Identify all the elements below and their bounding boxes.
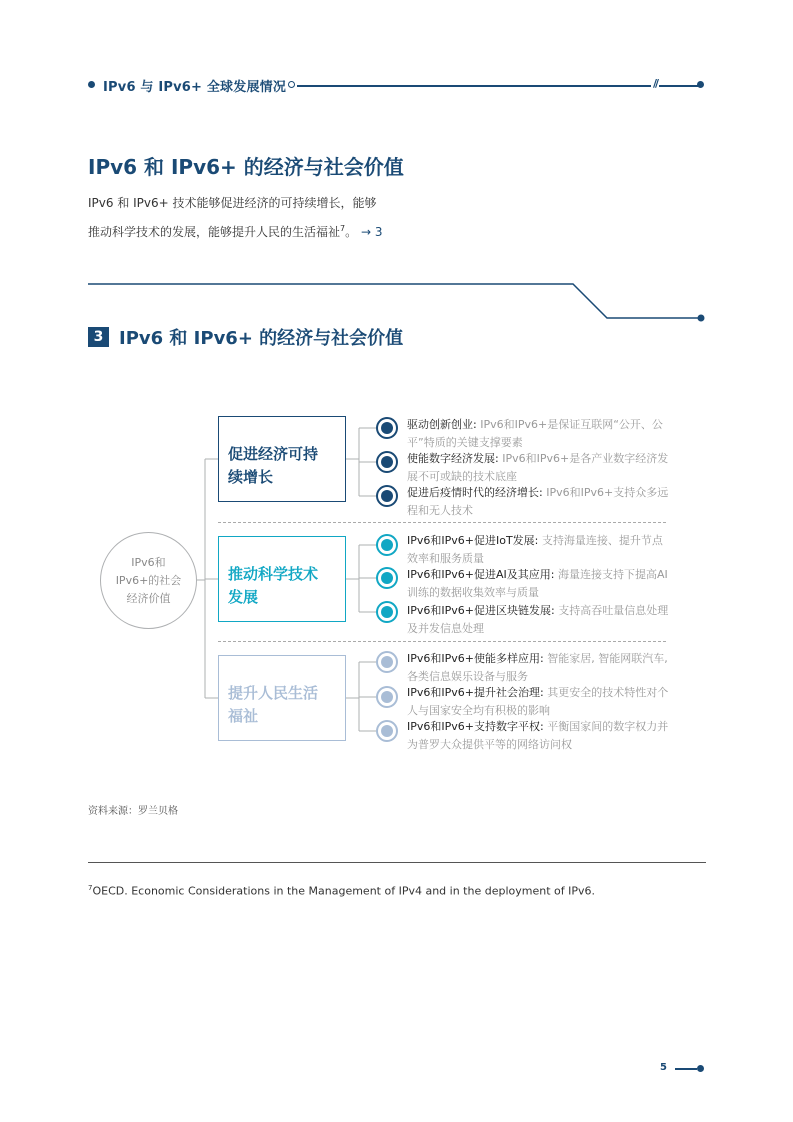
- bullet-node-icon: [376, 601, 398, 623]
- footnote-text: OECD. Economic Considerations in the Management of IPv4 and in the deployment of IPv6.: [92, 884, 595, 898]
- header-dot: [88, 81, 95, 88]
- list-item: [407, 566, 669, 602]
- center-node: [100, 532, 197, 629]
- bullet-node-icon: [376, 686, 398, 708]
- list-item: [407, 684, 669, 720]
- bullet-node-icon: [376, 534, 398, 556]
- page-number: 5: [660, 1062, 667, 1073]
- header-title: IPv6 与 IPv6+ 全球发展情况: [103, 80, 287, 95]
- list-item: [407, 484, 669, 520]
- item-desc: 海量连接支持下提高AI训练的数据收集效率与质量: [407, 568, 668, 599]
- category-label: 提升人民生活 福祉: [228, 684, 319, 725]
- bullet-node-icon: [376, 651, 398, 673]
- section-title: IPv6 和 IPv6+ 的经济与社会价值: [88, 155, 404, 179]
- item-desc: 平衡国家间的数字权力并为普罗大众提供平等的网络访问权: [407, 720, 669, 751]
- intro-paragraph: [88, 190, 388, 245]
- item-head: IPv6和IPv6+促进IoT发展:: [407, 534, 539, 547]
- list-item: [407, 718, 669, 754]
- item-head: 驱动创新创业:: [407, 418, 477, 431]
- header-end-dot: [697, 81, 704, 88]
- item-desc: IPv6和IPv6+是各产业数字经济发展不可或缺的技术底座: [407, 452, 669, 483]
- category-label: 促进经济可持 续增长: [228, 445, 319, 486]
- list-item: [407, 532, 669, 568]
- bullet-node-icon: [376, 417, 398, 439]
- category-label: 推动科学技术 发展: [228, 565, 319, 606]
- intro-text: IPv6 和 IPv6+ 技术能够促进经济的可持续增长，能够推动科学技术的发展，能够提升人民的生活福祉: [88, 196, 377, 239]
- figure-reference-link[interactable]: → 3: [360, 225, 383, 239]
- footnote-marker: 7: [88, 884, 93, 892]
- intro-footnote-marker: 7: [340, 224, 346, 233]
- bullet-node-icon: [376, 720, 398, 742]
- item-desc: IPv6和IPv6+是保证互联网“公开、公平”特质的关键支撑要素: [407, 418, 663, 449]
- item-head: 促进后疫情时代的经济增长:: [407, 486, 543, 499]
- header-ring-icon: [288, 81, 295, 88]
- figure-title: IPv6 和 IPv6+ 的经济与社会价值: [119, 328, 404, 349]
- footnote: [88, 884, 595, 898]
- item-desc: 支持高吞吐量信息处理及并发信息处理: [407, 604, 669, 635]
- group-separator: [218, 641, 666, 642]
- item-desc: 支持海量连接、提升节点效率和服务质量: [407, 534, 663, 565]
- item-head: IPv6和IPv6+提升社会治理:: [407, 686, 544, 699]
- list-item: [407, 450, 669, 486]
- category-box-science-tech: [218, 536, 346, 622]
- list-item: [407, 416, 669, 452]
- category-box-wellbeing: [218, 655, 346, 741]
- group-separator: [218, 522, 666, 523]
- item-head: IPv6和IPv6+促进区块链发展:: [407, 604, 555, 617]
- item-head: IPv6和IPv6+促进AI及其应用:: [407, 568, 555, 581]
- header-rule: [297, 85, 699, 87]
- figure-source: 资料来源：罗兰贝格: [88, 806, 178, 817]
- list-item: [407, 650, 669, 686]
- item-head: IPv6和IPv6+使能多样应用:: [407, 652, 544, 665]
- bullet-node-icon: [376, 451, 398, 473]
- page-number-dot: [697, 1065, 704, 1072]
- item-desc: IPv6和IPv6+支持众多远程和无人技术: [407, 486, 669, 517]
- figure-number-badge: 3: [88, 327, 109, 347]
- item-desc: 其更安全的技术特性对个人与国家安全均有积极的影响: [407, 686, 669, 717]
- category-box-economic-growth: [218, 416, 346, 502]
- header-separator: //: [653, 77, 658, 90]
- center-node-label: IPv6和 IPv6+的社会 经济价值: [115, 555, 182, 605]
- list-item: [407, 602, 669, 638]
- intro-end: 。: [345, 225, 358, 239]
- footnote-rule: [88, 862, 706, 863]
- page-number-rule: [675, 1068, 697, 1070]
- item-head: 使能数字经济发展:: [407, 452, 499, 465]
- item-desc: 智能家居, 智能网联汽车, 各类信息娱乐设备与服务: [407, 652, 668, 683]
- bullet-node-icon: [376, 485, 398, 507]
- item-head: IPv6和IPv6+支持数字平权:: [407, 720, 544, 733]
- bullet-node-icon: [376, 567, 398, 589]
